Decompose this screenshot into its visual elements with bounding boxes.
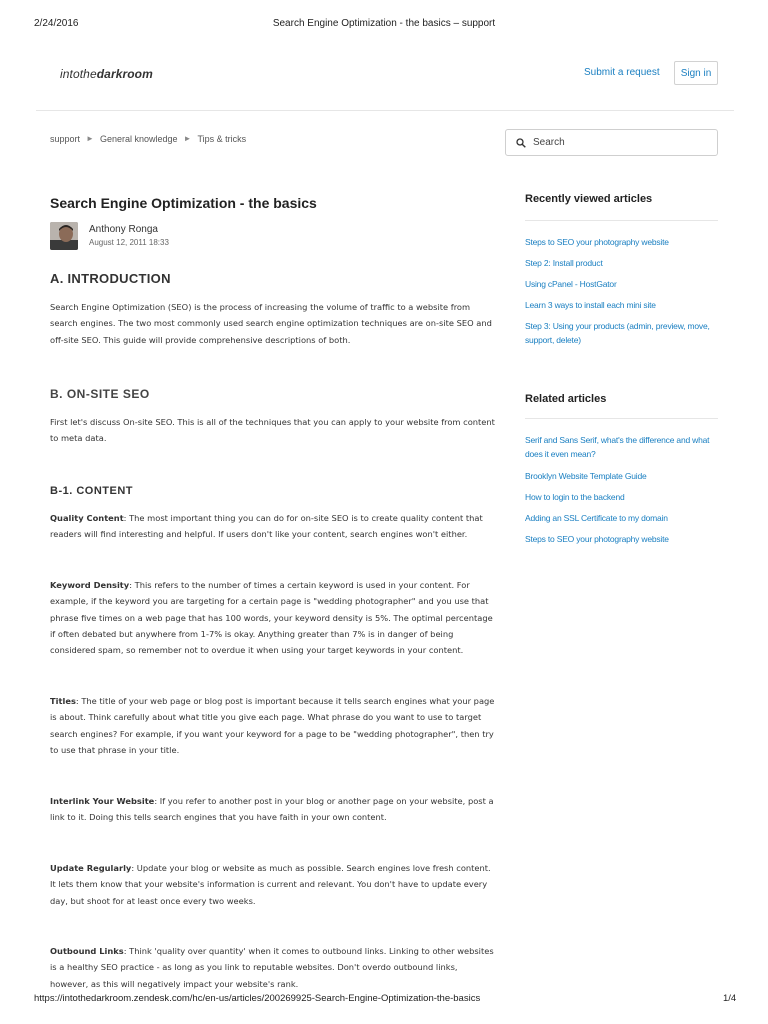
print-footer xyxy=(0,993,768,1007)
breadcrumb-tips-tricks[interactable]: Tips & tricks xyxy=(197,134,247,144)
update-regularly-paragraph xyxy=(50,860,495,909)
titles-paragraph xyxy=(50,693,495,758)
breadcrumb-separator: ► xyxy=(183,134,192,143)
breadcrumb xyxy=(50,134,246,144)
term-label: Outbound Links xyxy=(50,946,124,956)
print-page-number: 1/4 xyxy=(723,993,737,1004)
breadcrumb-separator: ► xyxy=(86,134,94,143)
article-title: Search Engine Optimization - the basics xyxy=(50,195,317,211)
search-icon xyxy=(516,138,526,148)
recent-article-link[interactable]: Step 2: Install product xyxy=(525,258,603,268)
site-logo[interactable] xyxy=(60,67,153,81)
term-label: Titles xyxy=(50,696,76,706)
recent-article-link[interactable]: Step 3: Using your products (admin, preview, move, support, delete) xyxy=(525,321,710,345)
author-avatar xyxy=(50,222,78,250)
print-title: Search Engine Optimization - the basics – support xyxy=(272,18,496,29)
article-date: August 12, 2011 18:33 xyxy=(89,238,169,247)
breadcrumb-support[interactable]: support xyxy=(50,134,81,144)
onsite-paragraph: First let's discuss On-site SEO. This is all of the techniques that you can apply to your website from content to meta data. xyxy=(50,417,495,444)
related-article-link[interactable]: Steps to SEO your photography website xyxy=(525,534,669,544)
sidebar-divider xyxy=(525,220,718,221)
term-text: : Update your blog or website as much as possible. Search engines love fresh content. It lets them know that your website's information is current and relevant. You don't have to update every day, but shoot for at least once every two weeks. xyxy=(50,863,491,906)
related-article-link[interactable]: Brooklyn Website Template Guide xyxy=(525,471,647,481)
term-label: Keyword Density xyxy=(50,580,130,590)
recently-viewed-heading: Recently viewed articles xyxy=(525,193,653,205)
print-url: https://intothedarkroom.zendesk.com/hc/en-us/articles/200269925-Search-Engine-Optimization-the-basics xyxy=(34,993,481,1004)
interlink-paragraph xyxy=(50,793,495,826)
intro-paragraph: Search Engine Optimization (SEO) is the process of increasing the volume of traffic to a website from search engines. The two most commonly used search engine optimization techniques are on-site SEO and off-site SEO. This guide will provide comprehensive descriptions of both. xyxy=(50,302,492,345)
term-text: : If you refer to another post in your blog or another page on your website, post a link to it. Doing this tells search engines that you have faith in your own content. xyxy=(50,796,494,823)
content-heading: B-1. CONTENT xyxy=(50,485,133,497)
quality-content-paragraph xyxy=(50,510,495,543)
related-article-link[interactable]: Adding an SSL Certificate to my domain xyxy=(525,513,668,523)
sign-in-button[interactable]: Sign in xyxy=(674,61,718,85)
term-label: Quality Content xyxy=(50,513,124,523)
print-date: 2/24/2016 xyxy=(34,18,79,29)
author-name[interactable]: Anthony Ronga xyxy=(89,224,158,235)
term-text: : This refers to the number of times a certain keyword is used in your content. For example, if the keyword you are targeting for a certain page is "wedding photographer" and you use that phrase five times on a web page that has 100 words, your keyword density is 5%. The optimal percentage if often debated but anywhere from 1-7% is okay. Anything greater than 7% is in danger of being considered spam, so remember not to overdue it when using your target keywords in your content. xyxy=(50,580,493,656)
related-article-link[interactable]: Serif and Sans Serif, what's the difference and what does it even mean? xyxy=(525,435,710,459)
search-input[interactable] xyxy=(533,137,703,148)
header-divider xyxy=(36,110,734,111)
search-box[interactable] xyxy=(505,129,718,156)
related-articles-heading: Related articles xyxy=(525,393,607,405)
logo-text-plain: intothe xyxy=(60,67,97,81)
term-label: Interlink Your Website xyxy=(50,796,155,806)
term-text: : Think 'quality over quantity' when it comes to outbound links. Linking to other websites is a healthy SEO practice - as long as you link to reputable websites. Don't overdo outbound links, however, as this will negatively impact your website's rank. xyxy=(50,946,494,989)
breadcrumb-general-knowledge[interactable]: General knowledge xyxy=(99,134,178,144)
term-text: : The most important thing you can do for on-site SEO is to create quality content that readers will find interesting and helpful. If users don't like your content, search engines won't either. xyxy=(50,513,483,540)
recent-article-link[interactable]: Learn 3 ways to install each mini site xyxy=(525,300,656,310)
sidebar-divider xyxy=(525,418,718,419)
term-label: Update Regularly xyxy=(50,863,132,873)
related-article-link[interactable]: How to login to the backend xyxy=(525,492,625,502)
keyword-density-paragraph xyxy=(50,577,495,658)
onsite-heading: B. ON-SITE SEO xyxy=(50,387,150,401)
outbound-links-paragraph xyxy=(50,943,495,990)
intro-heading: A. INTRODUCTION xyxy=(50,271,171,286)
recent-article-link[interactable]: Using cPanel - HostGator xyxy=(525,279,617,289)
logo-text-bold: darkroom xyxy=(96,67,153,81)
submit-request-link[interactable]: Submit a request xyxy=(584,67,660,78)
recent-article-link[interactable]: Steps to SEO your photography website xyxy=(525,237,669,247)
term-text: : The title of your web page or blog post is important because it tells search engines what your page is about. Think carefully about what title you give each page. What phrase do you want to use to target search engines? For example, if you want your keyword for a page to be "wedding photographer", then try to use that phrase in your title. xyxy=(50,696,495,755)
print-header xyxy=(0,18,768,32)
